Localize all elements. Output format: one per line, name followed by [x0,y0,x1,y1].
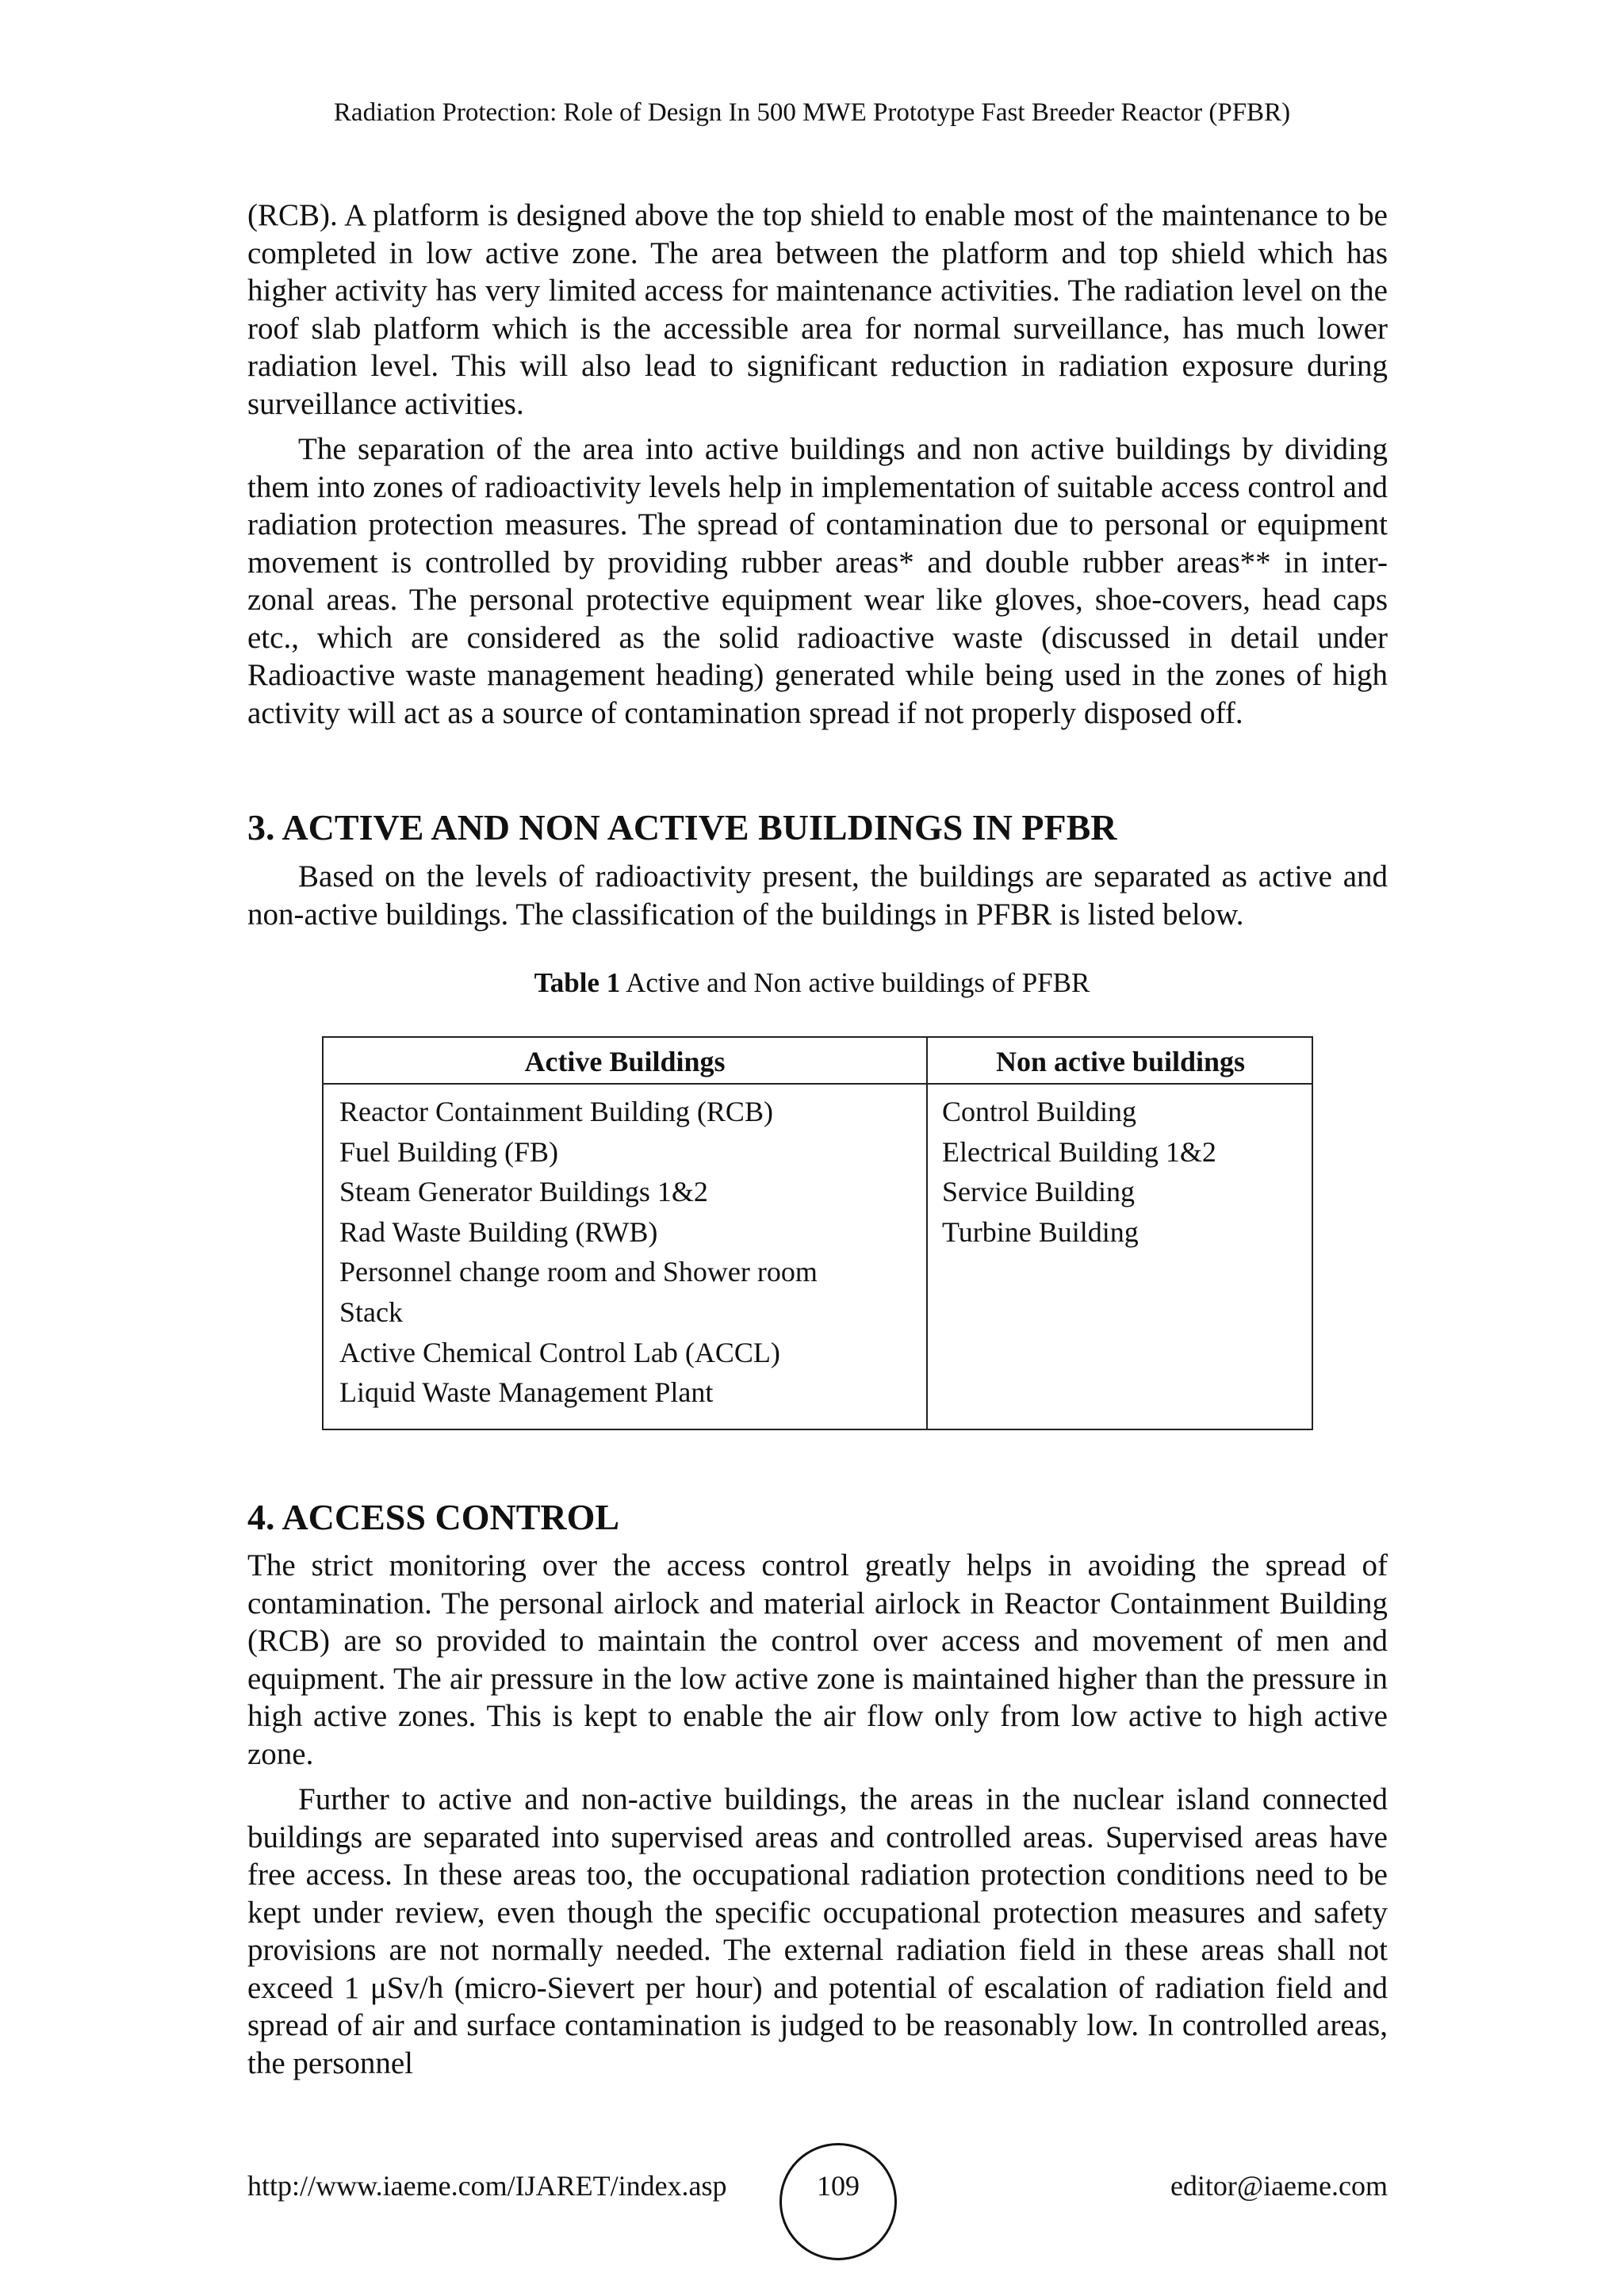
active-building-item: Active Chemical Control Lab (ACCL) [339,1336,780,1368]
intro-section [247,197,1388,732]
active-building-item: Fuel Building (FB) [339,1135,559,1168]
intro-paragraph-1: (RCB). A platform is designed above the top shield to enable most of the maintenance to be completed in low active zone. The area between the platform and top shield which has higher activity has very limited access for maintenance activities. The radiation level on the roof slab platform which is the accessible area for normal surveillance, has much lower radiation level. This will also lead to significant reduction in radiation exposure during surveillance activities. [247,198,1388,421]
table-header-divider [324,1083,1312,1085]
active-building-item: Steam Generator Buildings 1&2 [339,1176,708,1208]
buildings-table [322,1036,1313,1430]
table-caption [0,966,1624,1001]
running-header: Radiation Protection: Role of Design In 500 MWE Prototype Fast Breeder Reactor (PFBR) [333,98,1291,127]
section-3-paragraph: Based on the levels of radioactivity present, the buildings are separated as active and non-active buildings. The classification of the buildings in PFBR is listed below. [247,859,1388,932]
footer-email-link[interactable]: editor@iaeme.com [1170,2170,1388,2202]
non-active-building-item: Control Building [942,1096,1137,1127]
active-building-item: Stack [339,1295,403,1328]
active-building-item: Liquid Waste Management Plant [339,1376,714,1409]
section-4-heading: 4. ACCESS CONTROL [247,1497,620,1537]
active-building-item: Rad Waste Building (RWB) [339,1215,658,1248]
section-3-body [247,858,1388,933]
section-3-heading: 3. ACTIVE AND NON ACTIVE BUILDINGS IN PFBR [247,807,1117,848]
intro-paragraph-2: The separation of the area into active buildings and non active buildings by dividing them into zones of radioactivity levels help in implementation of suitable access control and radiation protection measures. The spread of contamination due to personal or equipment movement is controlled by providing rubber areas* and double rubber areas** in inter-zonal areas. The personal protective equipment wear like gloves, shoe-covers, head caps etc., which are considered as the solid radioactive waste (discussed in detail under Radioactive waste management heading) generated while being used in the zones of high activity will act as a source of contamination spread if not properly disposed off. [247,432,1388,730]
table-header-active: Active Buildings [524,1046,726,1077]
active-buildings-list [339,1092,818,1413]
non-active-building-item: Service Building [942,1176,1135,1208]
section-4-body [247,1547,1388,2082]
non-active-buildings-list [942,1092,1216,1252]
non-active-building-item: Turbine Building [942,1215,1139,1248]
non-active-building-item: Electrical Building 1&2 [942,1135,1216,1168]
table-caption-label: Table 1 [534,967,621,998]
section-4-paragraph-1: The strict monitoring over the access control greatly helps in avoiding the spread of contamination. The personal airlock and material airlock in Reactor Containment Building (RCB) are so provided to maintain the control over access and movement of men and equipment. The air pressure in the low active zone is maintained higher than the pressure in high active zones. This is kept to enable the air flow only from low active to high active zone. [247,1548,1388,1771]
active-building-item: Reactor Containment Building (RCB) [339,1096,773,1127]
active-building-item: Personnel change room and Shower room [339,1256,818,1288]
page-number: 109 [817,2170,860,2202]
table-caption-text: Active and Non active buildings of PFBR [620,967,1090,998]
table-column-divider [926,1038,928,1429]
section-4-paragraph-2: Further to active and non-active buildings, the areas in the nuclear island connected buildings are separated into supervised areas and controlled areas. Supervised areas have free access. In these areas too, the occupational radiation protection conditions need to be kept under review, even though the specific occupational protection measures and safety provisions are not normally needed. The external radiation field in these areas shall not exceed 1 μSv/h (micro-Sievert per hour) and potential of escalation of radiation field and spread of air and surface contamination is judged to be reasonably low. In controlled areas, the personnel [247,1782,1388,2080]
footer-url-link[interactable]: http://www.iaeme.com/IJARET/index.asp [247,2170,727,2202]
table-header-non-active: Non active buildings [995,1046,1246,1077]
